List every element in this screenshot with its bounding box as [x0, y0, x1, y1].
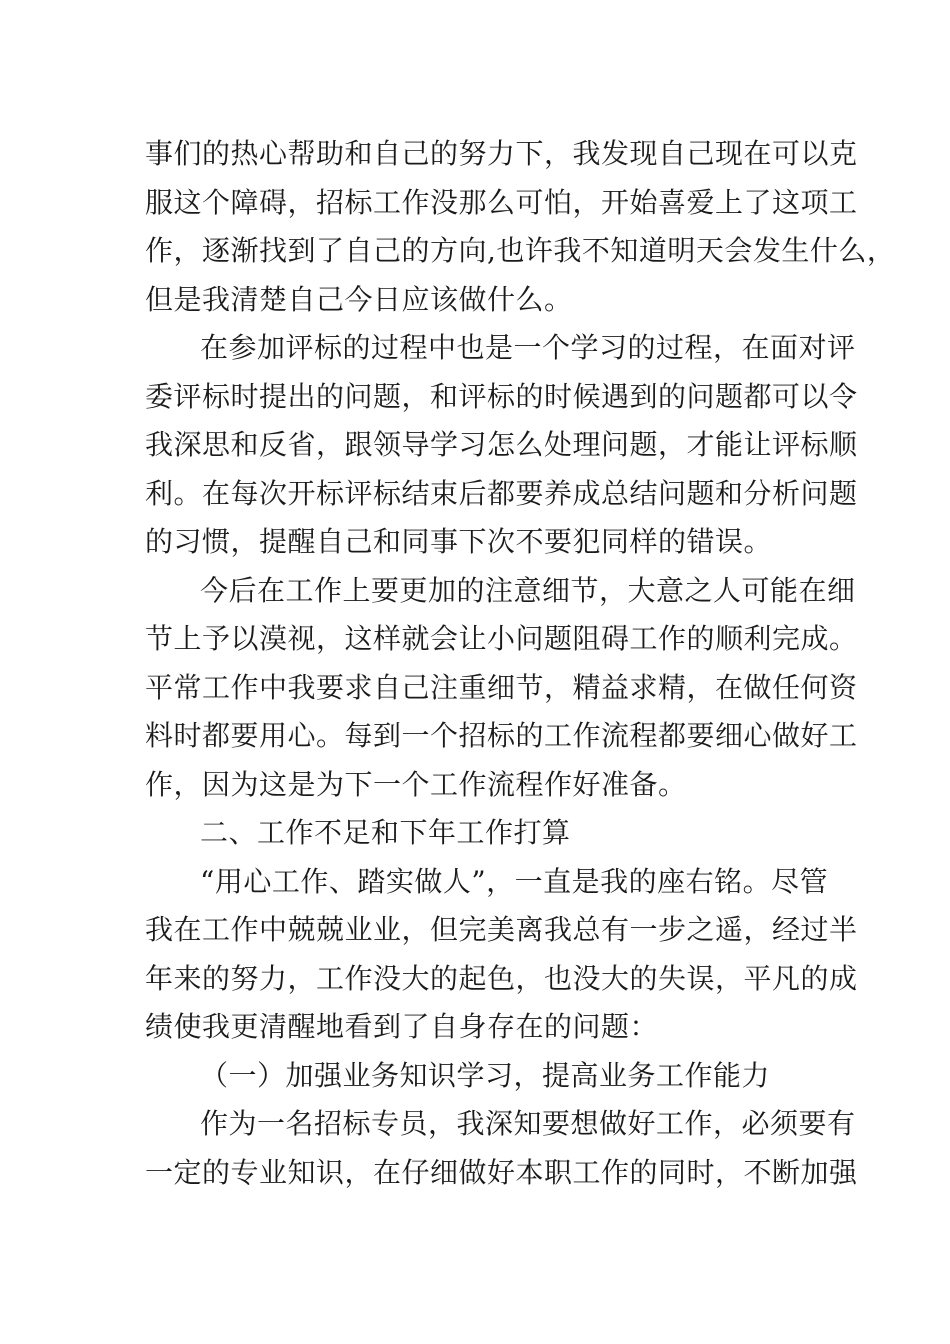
text-line: 作，逐渐找到了自己的方向,也许我不知道明天会发生什么，	[145, 234, 896, 267]
text-line: 作，因为这是为下一个工作流程作好准备。	[145, 767, 687, 801]
paragraph-first-line: 今后在工作上要更加的注意细节，大意之人可能在细	[200, 573, 856, 607]
text-line: 我深思和反省，跟领导学习怎么处理问题，才能让评标顺	[145, 428, 858, 461]
text-line: 一定的专业知识，在仔细做好本职工作的同时，不断加强	[145, 1155, 858, 1189]
document-body	[145, 130, 896, 1197]
section-heading: 二、工作不足和下年工作打算	[200, 816, 571, 849]
text-line: 平常工作中我要求自己注重细节，精益求精，在做任何资	[145, 670, 858, 704]
text-line: 节上予以漠视，这样就会让小问题阻碍工作的顺利完成。	[145, 622, 858, 655]
text-line: 绩使我更清醒地看到了自身存在的问题：	[145, 1010, 659, 1043]
subsection-heading: （一）加强业务知识学习，提高业务工作能力	[200, 1058, 771, 1092]
text-line: 我在工作中兢兢业业，但完美离我总有一步之遥，经过半	[145, 913, 858, 946]
text-line: 事们的热心帮助和自己的努力下，我发现自己现在可以克	[145, 137, 858, 170]
text-line: 服这个障碍，招标工作没那么可怕，开始喜爱上了这项工	[145, 185, 858, 219]
text-line: 料时都要用心。每到一个招标的工作流程都要细心做好工	[145, 719, 858, 752]
text-line: 但是我清楚自己今日应该做什么。	[145, 282, 573, 316]
paragraph-first-line: “用心工作、踏实做人”，一直是我的座右铭。尽管	[200, 864, 829, 898]
paragraph-first-line: 在参加评标的过程中也是一个学习的过程，在面对评	[200, 331, 856, 364]
text-line: 的习惯，提醒自己和同事下次不要犯同样的错误。	[145, 525, 773, 558]
text-line: 委评标时提出的问题，和评标的时候遇到的问题都可以令	[145, 379, 858, 413]
text-line: 利。在每次开标评标结束后都要养成总结问题和分析问题	[145, 476, 858, 510]
text-line: 年来的努力，工作没大的起色，也没大的失误，平凡的成	[145, 961, 858, 995]
paragraph-first-line: 作为一名招标专员，我深知要想做好工作，必须要有	[200, 1107, 856, 1140]
